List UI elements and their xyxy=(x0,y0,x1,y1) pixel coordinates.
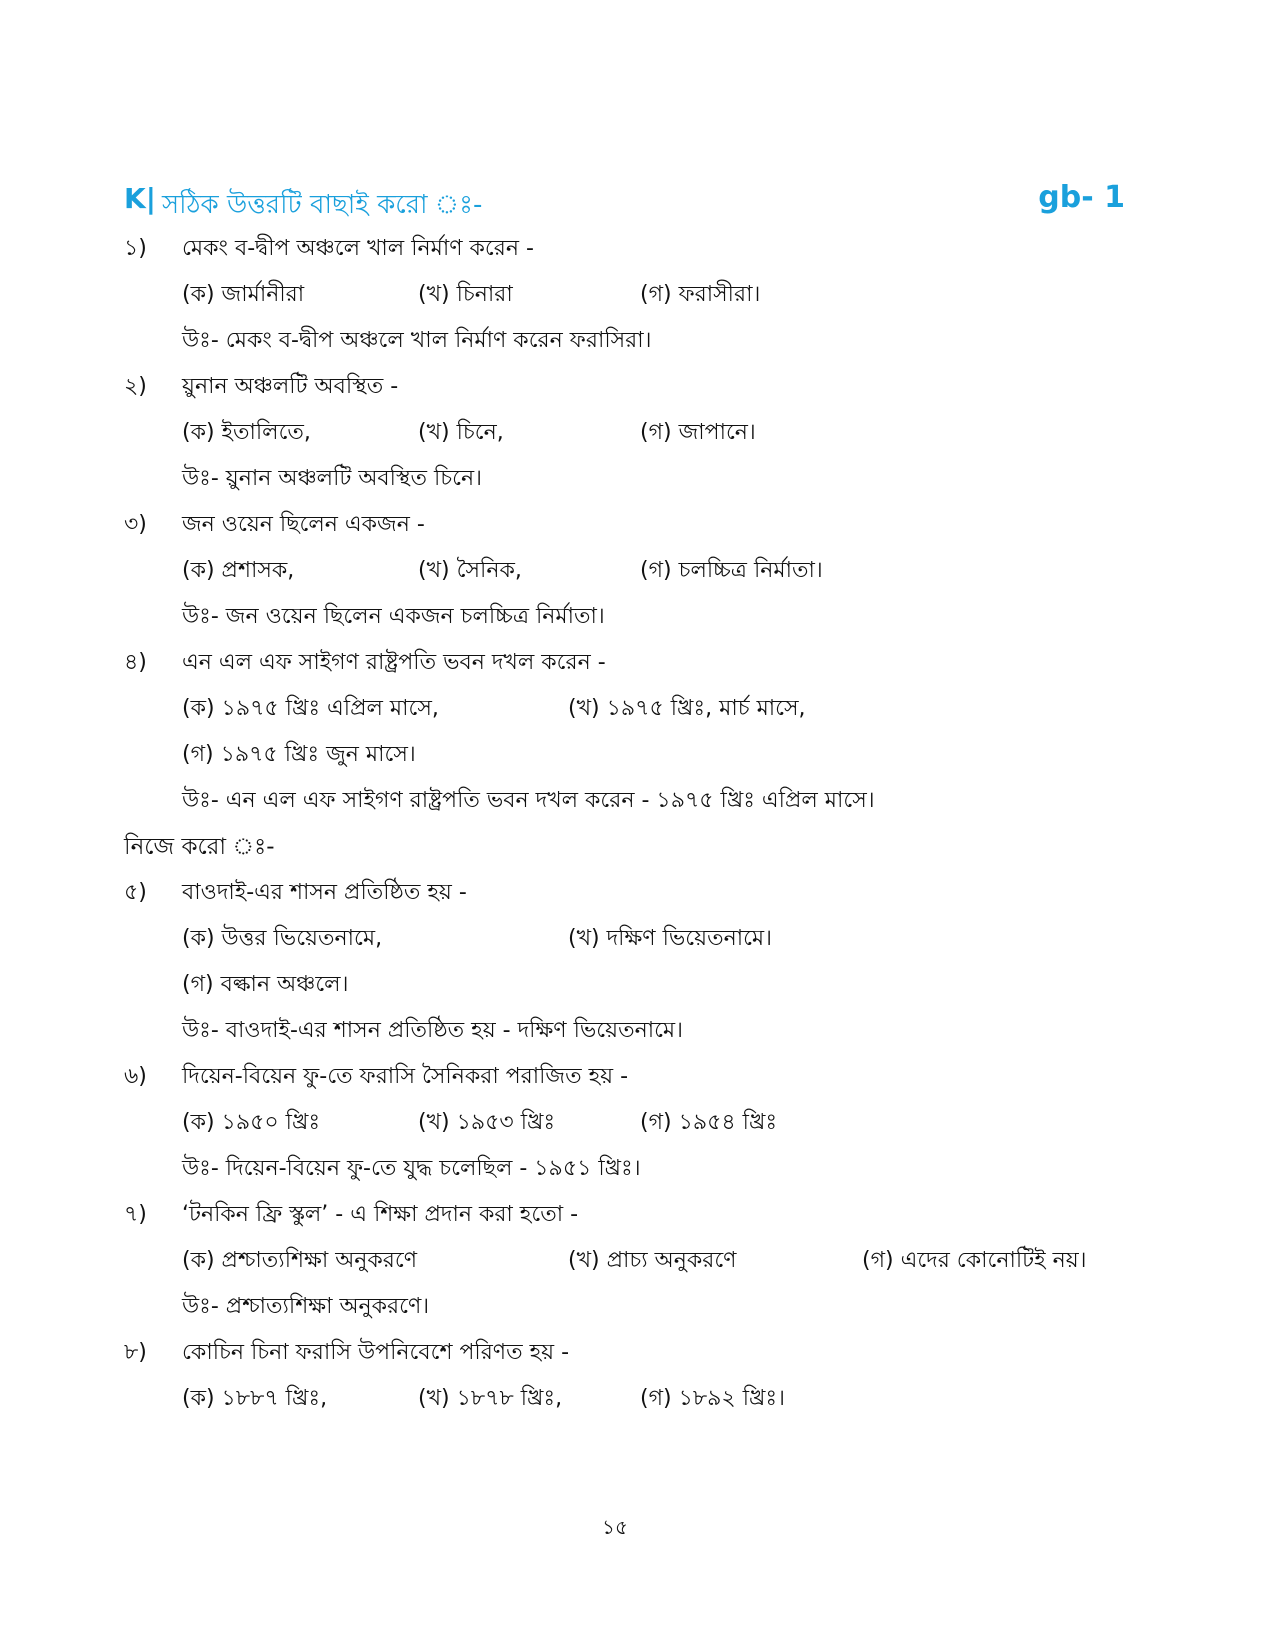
option: (গ) জাপানে। xyxy=(640,420,756,445)
question-number: ৭) xyxy=(124,1202,147,1227)
option: (গ) এদের কোনোটিই নয়। xyxy=(862,1248,1087,1273)
option: (ক) জার্মানীরা xyxy=(182,282,305,307)
option: (ক) ১৮৮৭ খ্রিঃ, xyxy=(182,1386,328,1411)
answer-text: উঃ- প্রশ্চাত্যশিক্ষা অনুকরণে। xyxy=(182,1294,430,1319)
option: (গ) ১৯৫৪ খ্রিঃ xyxy=(640,1110,778,1135)
self-practice-heading: নিজে করো ঃ- xyxy=(124,834,275,860)
question-text: ‘টনকিন ফ্রি স্কুল’ - এ শিক্ষা প্রদান করা হতো - xyxy=(182,1202,579,1227)
question-text: মেকং ব-দ্বীপ অঞ্চলে খাল নির্মাণ করেন - xyxy=(182,236,534,261)
section-header xyxy=(124,178,1125,226)
question-number: ৫) xyxy=(124,880,147,905)
option: (গ) বল্কান অঞ্চলে। xyxy=(182,972,349,997)
option: (খ) প্রাচ্য অনুকরণে xyxy=(568,1248,737,1273)
answer-text: উঃ- বাওদাই-এর শাসন প্রতিষ্ঠিত হয় - দক্ষিণ ভিয়েতনামে। xyxy=(182,1018,684,1043)
question-text: বাওদাই-এর শাসন প্রতিষ্ঠিত হয় - xyxy=(182,880,467,905)
option: (খ) ১৯৫৩ খ্রিঃ xyxy=(418,1110,556,1135)
answer-text: উঃ- এন এল এফ সাইগণ রাষ্ট্রপতি ভবন দখল করেন - ১৯৭৫ খ্রিঃ এপ্রিল মাসে। xyxy=(182,788,875,813)
section-mark: K| xyxy=(124,182,156,215)
section-title: সঠিক উত্তরটি বাছাই করো ঃ- xyxy=(162,190,483,220)
option: (গ) ফরাসীরা। xyxy=(640,282,761,307)
question-number: ১) xyxy=(124,236,147,261)
option: (ক) ইতালিতে, xyxy=(182,420,311,445)
question-text: দিয়েন-বিয়েন ফু-তে ফরাসি সৈনিকরা পরাজিত হয় - xyxy=(182,1064,629,1089)
option: (ক) প্রশাসক, xyxy=(182,558,295,583)
option: (খ) চিনারা xyxy=(418,282,513,307)
answer-text: উঃ- জন ওয়েন ছিলেন একজন চলচ্চিত্র নির্মাতা। xyxy=(182,604,605,629)
question-number: ৩) xyxy=(124,512,147,537)
option: (ক) উত্তর ভিয়েতনামে, xyxy=(182,926,383,951)
page-number: ১৫ xyxy=(602,1515,628,1539)
option: (গ) ১৮৯২ খ্রিঃ। xyxy=(640,1386,785,1411)
answer-text: উঃ- দিয়েন-বিয়েন ফু-তে যুদ্ধ চলেছিল - ১৯৫১ খ্রিঃ। xyxy=(182,1156,641,1181)
question-number: ২) xyxy=(124,374,147,399)
question-number: ৬) xyxy=(124,1064,147,1089)
answer-text: উঃ- য়ুনান অঞ্চলটি অবস্থিত চিনে। xyxy=(182,466,482,491)
section-code: gb- 1 xyxy=(1038,180,1125,215)
option: (খ) চিনে, xyxy=(418,420,504,445)
question-text: জন ওয়েন ছিলেন একজন - xyxy=(182,512,425,537)
question-text: কোচিন চিনা ফরাসি উপনিবেশে পরিণত হয় - xyxy=(182,1340,570,1365)
option: (গ) ১৯৭৫ খ্রিঃ জুন মাসে। xyxy=(182,742,416,767)
option: (ক) প্রশ্চাত্যশিক্ষা অনুকরণে xyxy=(182,1248,418,1273)
option: (খ) ১৮৭৮ খ্রিঃ, xyxy=(418,1386,563,1411)
option: (খ) দক্ষিণ ভিয়েতনামে। xyxy=(568,926,773,951)
answer-text: উঃ- মেকং ব-দ্বীপ অঞ্চলে খাল নির্মাণ করেন ফরাসিরা। xyxy=(182,328,652,353)
question-text: য়ুনান অঞ্চলটি অবস্থিত - xyxy=(182,374,399,399)
question-text: এন এল এফ সাইগণ রাষ্ট্রপতি ভবন দখল করেন - xyxy=(182,650,606,675)
question-number: ৮) xyxy=(124,1340,147,1365)
question-number: ৪) xyxy=(124,650,147,675)
option: (ক) ১৯৭৫ খ্রিঃ এপ্রিল মাসে, xyxy=(182,696,439,721)
option: (খ) সৈনিক, xyxy=(418,558,522,583)
option: (খ) ১৯৭৫ খ্রিঃ, মার্চ মাসে, xyxy=(568,696,806,721)
option: (গ) চলচ্চিত্র নির্মাতা। xyxy=(640,558,823,583)
option: (ক) ১৯৫০ খ্রিঃ xyxy=(182,1110,321,1135)
